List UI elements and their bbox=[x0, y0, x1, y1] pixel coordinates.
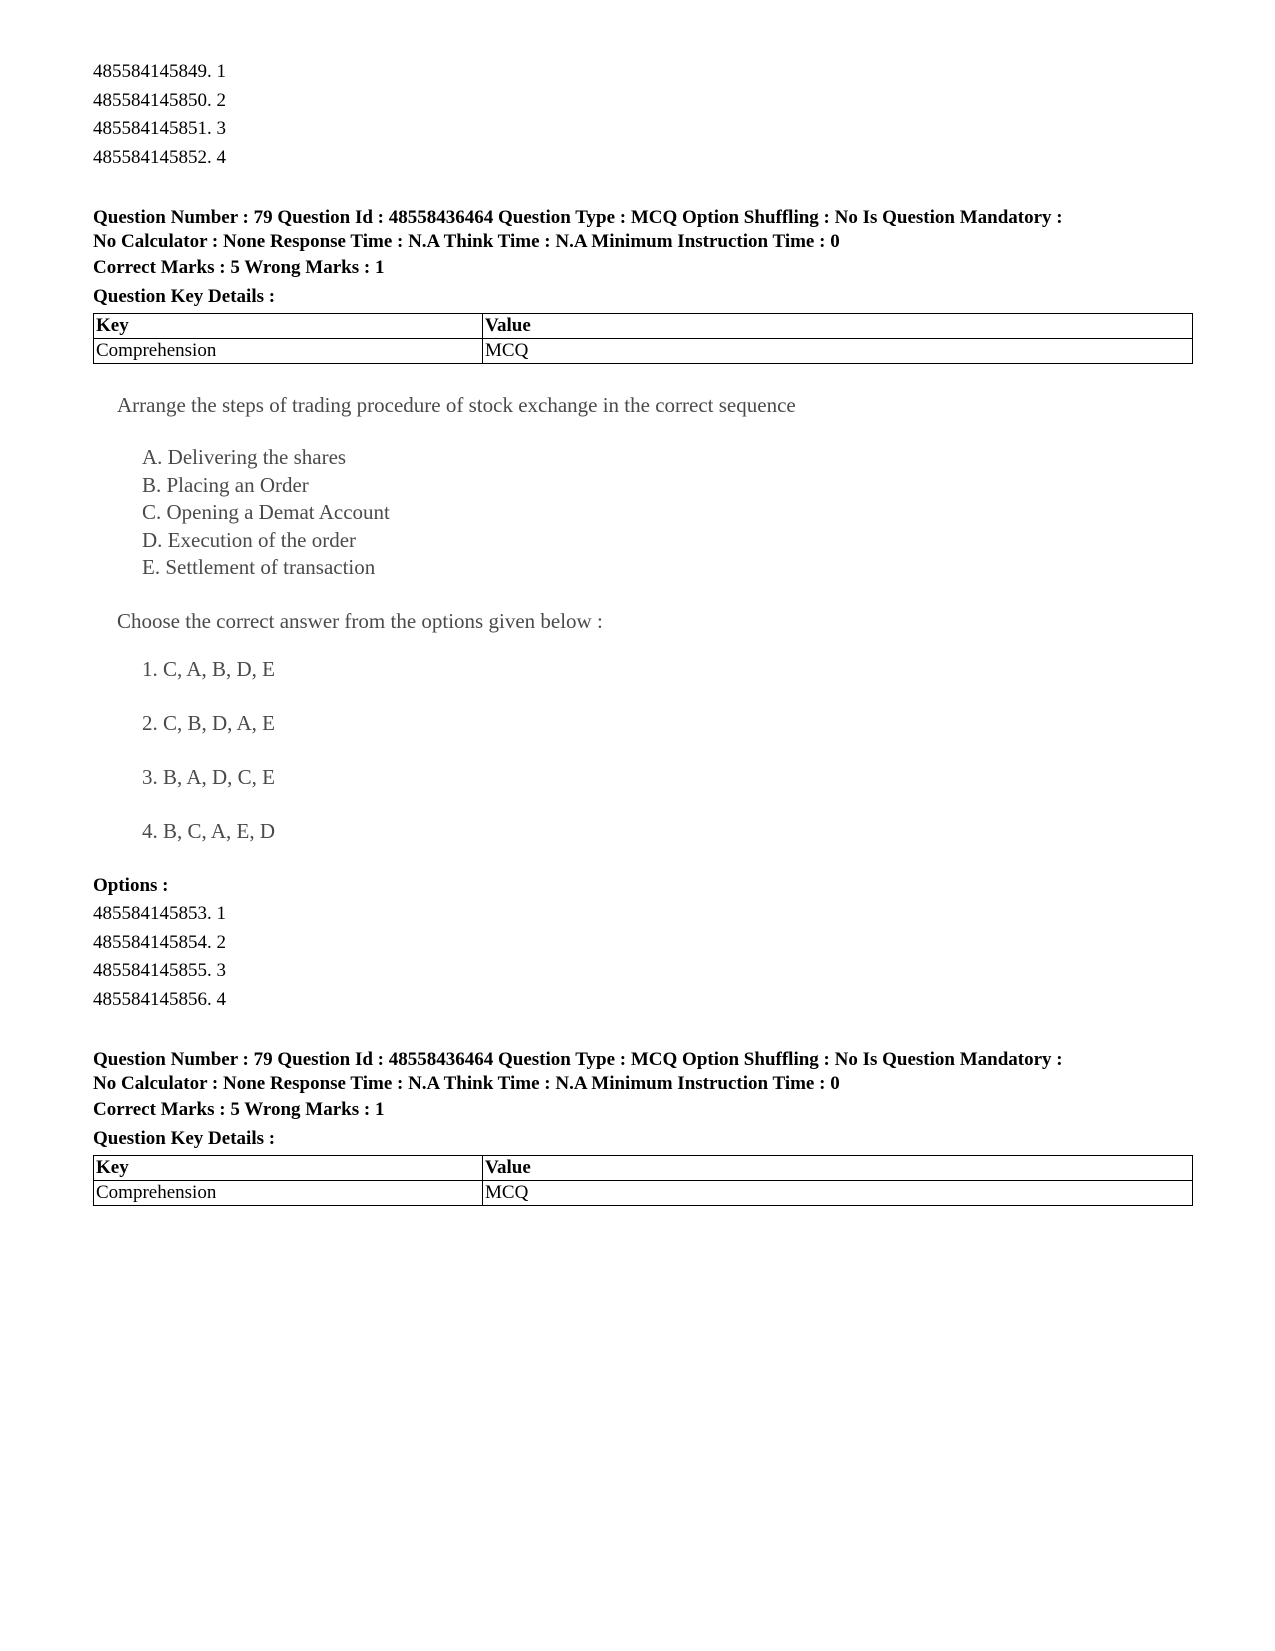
option-line: 485584145853. 1 bbox=[93, 903, 226, 924]
key-details-table bbox=[93, 313, 1193, 364]
question-item: B. Placing an Order bbox=[142, 472, 309, 497]
table-header-key: Key bbox=[94, 1156, 483, 1181]
previous-options-list bbox=[93, 58, 1193, 172]
option-line: 485584145855. 3 bbox=[93, 960, 226, 981]
question-answers bbox=[142, 656, 877, 872]
answer-choice: 4. B, C, A, E, D bbox=[142, 818, 276, 843]
options-list bbox=[93, 900, 1193, 1014]
option-line: 485584145852. 4 bbox=[93, 146, 226, 168]
option-line: 485584145850. 2 bbox=[93, 89, 226, 111]
question-stem: Arrange the steps of trading procedure of stock exchange in the correct sequence bbox=[117, 393, 796, 417]
key-details-table bbox=[93, 1155, 1193, 1206]
table-header-row bbox=[94, 314, 1193, 339]
marks-line: Correct Marks : 5 Wrong Marks : 1 bbox=[93, 1099, 385, 1120]
question-item: C. Opening a Demat Account bbox=[142, 500, 390, 524]
question-block bbox=[93, 1048, 1193, 1206]
options-label: Options : bbox=[93, 874, 169, 896]
marks-line: Correct Marks : 5 Wrong Marks : 1 bbox=[93, 257, 385, 278]
table-header-value: Value bbox=[483, 314, 1193, 339]
question-items bbox=[142, 444, 877, 582]
option-line: 485584145851. 3 bbox=[93, 118, 226, 139]
question-item: E. Settlement of transaction bbox=[142, 555, 376, 579]
option-line: 485584145854. 2 bbox=[93, 931, 226, 953]
question-block bbox=[93, 206, 1193, 1014]
option-line: 485584145856. 4 bbox=[93, 988, 226, 1010]
document-page bbox=[93, 58, 1193, 1206]
table-row bbox=[94, 339, 1193, 364]
question-header-line1: Question Number : 79 Question Id : 48558436464 Question Type : MCQ Option Shuffling : No Is Question Mandatory : bbox=[93, 207, 1063, 228]
question-image bbox=[117, 392, 877, 872]
question-header-line2: No Calculator : None Response Time : N.A Think Time : N.A Minimum Instruction Time : 0 bbox=[93, 231, 840, 252]
table-header-key: Key bbox=[94, 314, 483, 339]
option-line: 485584145849. 1 bbox=[93, 61, 226, 82]
table-cell-value: MCQ bbox=[483, 1181, 1193, 1206]
question-header-line2: No Calculator : None Response Time : N.A Think Time : N.A Minimum Instruction Time : 0 bbox=[93, 1073, 840, 1094]
question-header-line1: Question Number : 79 Question Id : 48558436464 Question Type : MCQ Option Shuffling : No Is Question Mandatory : bbox=[93, 1049, 1063, 1070]
table-cell-value: MCQ bbox=[483, 339, 1193, 364]
question-item: A. Delivering the shares bbox=[142, 445, 347, 469]
answer-choice: 3. B, A, D, C, E bbox=[142, 764, 276, 789]
answer-choice: 1. C, A, B, D, E bbox=[142, 656, 276, 681]
question-item: D. Execution of the order bbox=[142, 527, 357, 552]
key-details-label: Question Key Details : bbox=[93, 1127, 276, 1149]
answer-choice: 2. C, B, D, A, E bbox=[142, 710, 276, 735]
table-cell-key: Comprehension bbox=[94, 1181, 483, 1206]
table-cell-key: Comprehension bbox=[94, 339, 483, 364]
table-header-value: Value bbox=[483, 1156, 1193, 1181]
table-row bbox=[94, 1181, 1193, 1206]
question-instruction: Choose the correct answer from the options given below : bbox=[117, 608, 603, 633]
key-details-label: Question Key Details : bbox=[93, 285, 276, 307]
table-header-row bbox=[94, 1156, 1193, 1181]
